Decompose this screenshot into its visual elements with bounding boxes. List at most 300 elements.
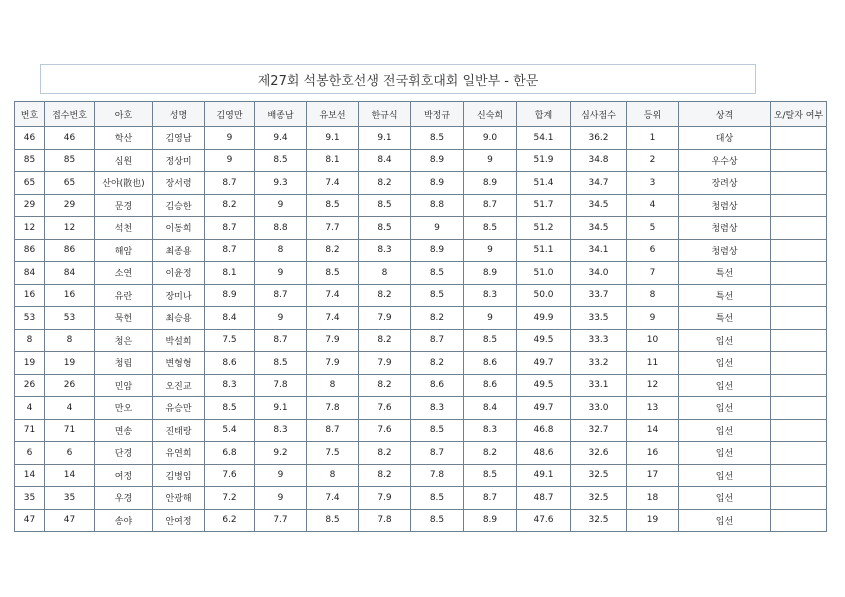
table-cell: 9.2 [255, 442, 307, 465]
table-cell: 9 [255, 262, 307, 285]
table-cell: 장미나 [153, 284, 205, 307]
table-cell: 8.5 [464, 464, 517, 487]
table-cell: 9 [411, 217, 464, 240]
column-header: 김영만 [205, 102, 255, 127]
table-cell: 8.2 [359, 329, 411, 352]
table-cell: 8.2 [359, 464, 411, 487]
table-cell: 33.2 [571, 352, 627, 375]
table-cell: 7.7 [307, 217, 359, 240]
table-cell: 9 [255, 307, 307, 330]
table-cell: 7.5 [205, 329, 255, 352]
table-cell: 19 [45, 352, 95, 375]
table-cell [771, 397, 827, 420]
table-cell: 진태랑 [153, 419, 205, 442]
table-row [15, 239, 827, 262]
column-header: 유보선 [307, 102, 359, 127]
table-cell: 34.8 [571, 149, 627, 172]
table-cell: 9.1 [307, 127, 359, 150]
table-cell: 8.9 [205, 284, 255, 307]
table-cell: 소연 [95, 262, 153, 285]
table-cell: 26 [45, 374, 95, 397]
table-cell: 8.2 [359, 374, 411, 397]
table-cell: 입선 [679, 374, 771, 397]
table-cell: 4 [45, 397, 95, 420]
table-cell [771, 509, 827, 532]
table-cell: 8.5 [411, 262, 464, 285]
table-cell: 7.7 [255, 509, 307, 532]
table-cell: 장서령 [153, 172, 205, 195]
table-cell: 54.1 [517, 127, 571, 150]
table-cell: 32.5 [571, 464, 627, 487]
table-cell: 5 [627, 217, 679, 240]
table-cell: 8 [307, 464, 359, 487]
column-header: 심사점수 [571, 102, 627, 127]
table-cell: 9.1 [255, 397, 307, 420]
table-cell: 9 [205, 127, 255, 150]
table-row [15, 442, 827, 465]
table-cell: 6.2 [205, 509, 255, 532]
table-cell: 8.7 [411, 329, 464, 352]
table-cell: 8.7 [464, 487, 517, 510]
table-cell [771, 217, 827, 240]
column-header: 배종남 [255, 102, 307, 127]
column-header: 접수번호 [45, 102, 95, 127]
table-cell: 8.8 [255, 217, 307, 240]
table-cell: 8.7 [205, 172, 255, 195]
table-cell: 9 [464, 307, 517, 330]
table-cell [771, 487, 827, 510]
table-cell: 우경 [95, 487, 153, 510]
table-cell: 8.9 [464, 262, 517, 285]
table-cell: 7.6 [359, 419, 411, 442]
column-header: 신숙희 [464, 102, 517, 127]
table-cell: 송야 [95, 509, 153, 532]
table-cell: 4 [15, 397, 45, 420]
table-cell: 1 [627, 127, 679, 150]
table-cell: 11 [627, 352, 679, 375]
table-cell: 8.5 [411, 487, 464, 510]
table-cell: 6 [15, 442, 45, 465]
table-cell: 16 [15, 284, 45, 307]
table-cell: 8.3 [464, 284, 517, 307]
table-cell: 51.4 [517, 172, 571, 195]
table-cell: 만오 [95, 397, 153, 420]
table-cell: 8.7 [255, 284, 307, 307]
table-cell: 8.8 [411, 194, 464, 217]
table-cell: 7.9 [359, 352, 411, 375]
table-cell: 이동희 [153, 217, 205, 240]
table-cell: 8.5 [255, 149, 307, 172]
table-cell: 4 [627, 194, 679, 217]
table-cell: 장려상 [679, 172, 771, 195]
table-body [15, 127, 827, 532]
table-cell: 8.7 [307, 419, 359, 442]
table-cell [771, 374, 827, 397]
table-cell: 8.2 [359, 442, 411, 465]
table-cell: 민암 [95, 374, 153, 397]
table-cell: 9.4 [255, 127, 307, 150]
table-cell: 29 [45, 194, 95, 217]
table-cell: 8.2 [307, 239, 359, 262]
table-cell: 7.4 [307, 487, 359, 510]
table-cell: 49.5 [517, 374, 571, 397]
table-cell: 특선 [679, 307, 771, 330]
table-cell: 65 [45, 172, 95, 195]
column-header: 오/탈자 여부 [771, 102, 827, 127]
table-cell: 8.3 [255, 419, 307, 442]
table-row [15, 284, 827, 307]
table-cell: 51.1 [517, 239, 571, 262]
table-cell: 47 [45, 509, 95, 532]
table-cell: 50.0 [517, 284, 571, 307]
table-cell: 학산 [95, 127, 153, 150]
table-row [15, 329, 827, 352]
table-cell: 특선 [679, 262, 771, 285]
table-cell: 8.2 [411, 307, 464, 330]
column-header: 합계 [517, 102, 571, 127]
table-cell: 47 [15, 509, 45, 532]
table-cell: 8.5 [307, 509, 359, 532]
table-cell: 8.7 [205, 239, 255, 262]
table-cell: 84 [15, 262, 45, 285]
table-cell: 16 [627, 442, 679, 465]
table-cell: 9 [464, 149, 517, 172]
table-cell: 85 [15, 149, 45, 172]
page-title: 제27회 석봉한호선생 전국휘호대회 일반부 - 한문 [40, 64, 756, 94]
table-cell: 19 [627, 509, 679, 532]
table-cell: 46.8 [517, 419, 571, 442]
table-cell: 65 [15, 172, 45, 195]
table-cell: 7.2 [205, 487, 255, 510]
table-cell: 7.8 [411, 464, 464, 487]
table-cell: 8.5 [307, 194, 359, 217]
column-header: 한규식 [359, 102, 411, 127]
table-row [15, 172, 827, 195]
table-cell: 8.2 [464, 442, 517, 465]
table-row [15, 194, 827, 217]
table-cell: 49.1 [517, 464, 571, 487]
table-cell [771, 307, 827, 330]
table-cell: 청렴상 [679, 239, 771, 262]
table-cell: 오진교 [153, 374, 205, 397]
table-cell: 입선 [679, 397, 771, 420]
table-cell: 14 [627, 419, 679, 442]
table-cell: 8.1 [307, 149, 359, 172]
table-cell [771, 442, 827, 465]
table-cell: 5.4 [205, 419, 255, 442]
table-cell: 청림 [95, 352, 153, 375]
table-cell: 6 [627, 239, 679, 262]
table-row [15, 419, 827, 442]
table-cell: 8.6 [411, 374, 464, 397]
table-cell: 16 [45, 284, 95, 307]
table-cell: 대상 [679, 127, 771, 150]
table-cell: 9.3 [255, 172, 307, 195]
table-row [15, 127, 827, 150]
table-cell: 8.7 [255, 329, 307, 352]
table-cell: 8.3 [464, 419, 517, 442]
table-cell: 8.9 [464, 172, 517, 195]
table-cell: 8.5 [411, 509, 464, 532]
table-cell: 9 [464, 239, 517, 262]
table-cell: 변형형 [153, 352, 205, 375]
table-cell: 14 [15, 464, 45, 487]
table-cell [771, 194, 827, 217]
table-cell [771, 172, 827, 195]
table-row [15, 149, 827, 172]
table-cell: 안광해 [153, 487, 205, 510]
column-header: 상격 [679, 102, 771, 127]
table-cell: 34.1 [571, 239, 627, 262]
table-cell: 7.9 [307, 329, 359, 352]
table-cell: 8.1 [205, 262, 255, 285]
table-cell: 해암 [95, 239, 153, 262]
table-cell: 8.5 [411, 284, 464, 307]
table-cell: 3 [627, 172, 679, 195]
table-cell [771, 352, 827, 375]
column-header: 등위 [627, 102, 679, 127]
table-row [15, 464, 827, 487]
table-cell: 김병임 [153, 464, 205, 487]
table-cell: 8.5 [255, 352, 307, 375]
table-cell: 12 [45, 217, 95, 240]
table-cell [771, 419, 827, 442]
table-cell: 입선 [679, 419, 771, 442]
table-cell: 9.1 [359, 127, 411, 150]
table-cell [771, 262, 827, 285]
table-cell: 7.6 [359, 397, 411, 420]
table-cell: 14 [45, 464, 95, 487]
table-cell: 8.4 [464, 397, 517, 420]
table-cell: 19 [15, 352, 45, 375]
table-cell: 8 [627, 284, 679, 307]
table-cell: 7.8 [307, 397, 359, 420]
table-cell: 17 [627, 464, 679, 487]
table-cell: 47.6 [517, 509, 571, 532]
table-row [15, 374, 827, 397]
table-cell: 8.6 [464, 374, 517, 397]
table-cell: 35 [45, 487, 95, 510]
table-header [15, 102, 827, 127]
table-cell: 7.8 [255, 374, 307, 397]
table-cell [771, 127, 827, 150]
table-row [15, 262, 827, 285]
table-cell [771, 149, 827, 172]
results-table [14, 101, 827, 532]
table-cell: 32.6 [571, 442, 627, 465]
table-cell: 8.7 [464, 194, 517, 217]
table-cell: 34.5 [571, 194, 627, 217]
table-cell: 입선 [679, 442, 771, 465]
table-cell: 8.9 [411, 239, 464, 262]
table-cell: 35 [15, 487, 45, 510]
table-cell [771, 239, 827, 262]
table-cell: 석천 [95, 217, 153, 240]
table-cell: 29 [15, 194, 45, 217]
table-cell: 8 [255, 239, 307, 262]
table-cell: 7.9 [359, 307, 411, 330]
table-cell: 49.7 [517, 352, 571, 375]
table-cell: 김승한 [153, 194, 205, 217]
table-cell: 7.4 [307, 284, 359, 307]
table-cell: 묵헌 [95, 307, 153, 330]
table-row [15, 397, 827, 420]
table-cell: 정상미 [153, 149, 205, 172]
column-header: 번호 [15, 102, 45, 127]
table-cell: 7.5 [307, 442, 359, 465]
table-cell: 51.9 [517, 149, 571, 172]
table-cell: 입선 [679, 329, 771, 352]
table-row [15, 307, 827, 330]
table-cell: 입선 [679, 464, 771, 487]
table-cell: 12 [627, 374, 679, 397]
table-cell: 7.4 [307, 172, 359, 195]
column-header: 성명 [153, 102, 205, 127]
table-cell: 13 [627, 397, 679, 420]
table-cell: 7.9 [359, 487, 411, 510]
table-cell [771, 329, 827, 352]
table-cell: 12 [15, 217, 45, 240]
table-cell: 9 [255, 194, 307, 217]
table-cell: 6.8 [205, 442, 255, 465]
table-cell: 8.3 [411, 397, 464, 420]
table-cell: 8.9 [411, 149, 464, 172]
table-cell: 문경 [95, 194, 153, 217]
table-cell: 33.7 [571, 284, 627, 307]
table-cell: 입선 [679, 509, 771, 532]
column-header: 박정규 [411, 102, 464, 127]
table-cell: 8.2 [359, 284, 411, 307]
header-row [15, 102, 827, 127]
table-cell: 33.3 [571, 329, 627, 352]
table-cell: 박설희 [153, 329, 205, 352]
table-cell: 단경 [95, 442, 153, 465]
table-cell: 8 [45, 329, 95, 352]
table-cell: 7.4 [307, 307, 359, 330]
table-cell: 8.5 [359, 194, 411, 217]
table-cell: 8.7 [205, 217, 255, 240]
table-cell: 10 [627, 329, 679, 352]
table-cell: 8 [359, 262, 411, 285]
table-row [15, 352, 827, 375]
table-cell: 32.5 [571, 509, 627, 532]
table-cell: 49.5 [517, 329, 571, 352]
table-cell: 34.7 [571, 172, 627, 195]
table-cell: 8.5 [205, 397, 255, 420]
table-cell: 49.9 [517, 307, 571, 330]
table-row [15, 509, 827, 532]
table-cell: 8 [307, 374, 359, 397]
table-cell: 49.7 [517, 397, 571, 420]
table-cell: 8.5 [411, 419, 464, 442]
table-cell: 7.8 [359, 509, 411, 532]
table-cell: 84 [45, 262, 95, 285]
table-cell: 청렴상 [679, 194, 771, 217]
table-cell: 입선 [679, 352, 771, 375]
table-cell: 33.0 [571, 397, 627, 420]
table-cell [771, 284, 827, 307]
table-cell: 86 [45, 239, 95, 262]
table-cell: 8.5 [411, 127, 464, 150]
table-cell: 8.6 [205, 352, 255, 375]
table-cell: 최종용 [153, 239, 205, 262]
table-cell: 8.4 [205, 307, 255, 330]
table-cell: 8.6 [464, 352, 517, 375]
table-cell: 산야(散也) [95, 172, 153, 195]
table-cell: 48.7 [517, 487, 571, 510]
table-cell: 유란 [95, 284, 153, 307]
table-cell: 51.2 [517, 217, 571, 240]
table-cell: 유승만 [153, 397, 205, 420]
table-cell: 51.0 [517, 262, 571, 285]
table-cell: 85 [45, 149, 95, 172]
table-row [15, 487, 827, 510]
table-cell: 32.5 [571, 487, 627, 510]
table-cell: 8.4 [359, 149, 411, 172]
table-cell: 유연희 [153, 442, 205, 465]
table-cell: 18 [627, 487, 679, 510]
table-cell: 46 [45, 127, 95, 150]
table-cell: 김영남 [153, 127, 205, 150]
table-cell: 71 [15, 419, 45, 442]
table-cell: 입선 [679, 487, 771, 510]
table-row [15, 217, 827, 240]
table-cell: 8.5 [464, 329, 517, 352]
table-cell: 7.6 [205, 464, 255, 487]
table-cell: 8.2 [205, 194, 255, 217]
table-cell: 특선 [679, 284, 771, 307]
table-cell: 8 [15, 329, 45, 352]
table-cell: 7 [627, 262, 679, 285]
table-cell: 32.7 [571, 419, 627, 442]
table-cell: 33.5 [571, 307, 627, 330]
table-cell: 8.9 [411, 172, 464, 195]
table-cell: 청은 [95, 329, 153, 352]
table-cell: 9 [255, 487, 307, 510]
table-cell: 안여정 [153, 509, 205, 532]
column-header: 아호 [95, 102, 153, 127]
table-cell: 우수상 [679, 149, 771, 172]
table-cell: 6 [45, 442, 95, 465]
table-cell: 7.9 [307, 352, 359, 375]
table-cell: 9 [627, 307, 679, 330]
table-cell: 8.5 [359, 217, 411, 240]
table-cell: 86 [15, 239, 45, 262]
table-cell: 2 [627, 149, 679, 172]
table-cell: 8.9 [464, 509, 517, 532]
table-cell: 53 [45, 307, 95, 330]
table-cell: 33.1 [571, 374, 627, 397]
table-cell: 8.3 [359, 239, 411, 262]
table-cell: 36.2 [571, 127, 627, 150]
table-cell: 9 [205, 149, 255, 172]
table-cell: 9 [255, 464, 307, 487]
table-cell: 46 [15, 127, 45, 150]
table-cell: 심원 [95, 149, 153, 172]
table-cell: 48.6 [517, 442, 571, 465]
table-cell: 8.5 [464, 217, 517, 240]
table-cell: 이윤정 [153, 262, 205, 285]
table-cell: 26 [15, 374, 45, 397]
table-cell [771, 464, 827, 487]
table-cell: 8.3 [205, 374, 255, 397]
table-cell: 최승용 [153, 307, 205, 330]
table-cell: 34.0 [571, 262, 627, 285]
table-cell: 53 [15, 307, 45, 330]
table-cell: 여정 [95, 464, 153, 487]
table-cell: 8.7 [411, 442, 464, 465]
table-cell: 청렴상 [679, 217, 771, 240]
